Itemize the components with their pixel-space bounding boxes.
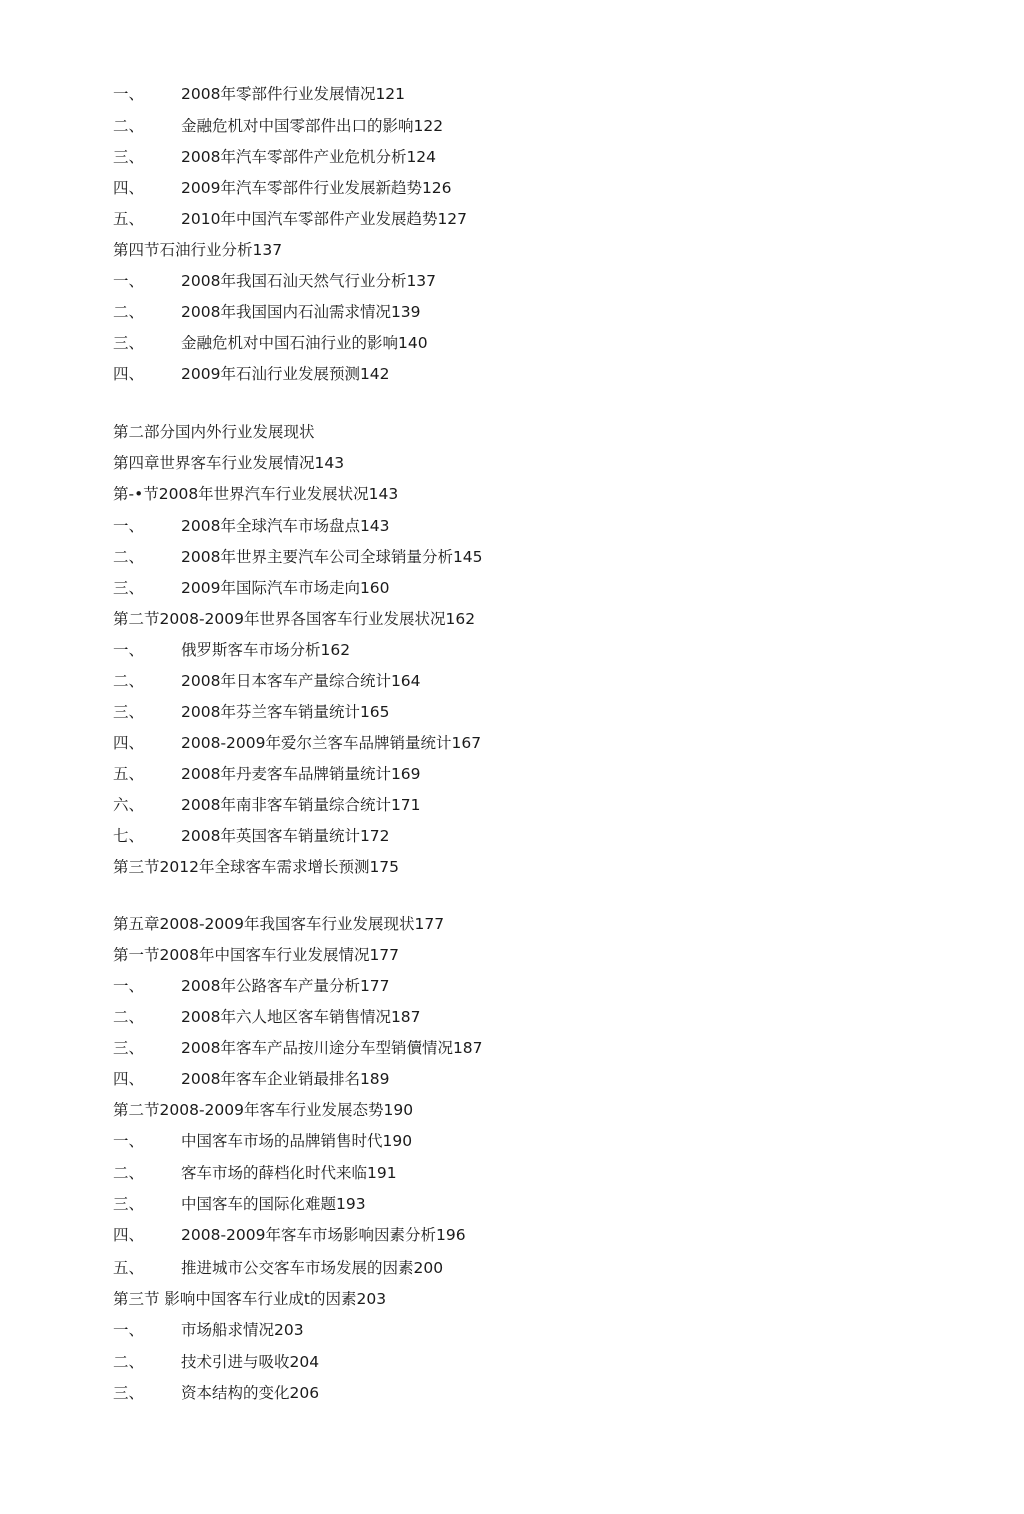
toc-entry-number: 三、 — [113, 1195, 145, 1213]
toc-entry — [113, 1381, 319, 1405]
toc-entry-text: 俄罗斯客车市场分析162 — [181, 641, 351, 659]
toc-entry-text: 第一节2008年中国客车行业发展情况177 — [113, 946, 400, 964]
toc-entry-text: 第五章2008-2009年我国客车行业发展现状177 — [113, 915, 445, 933]
toc-entry-text: 客车市场的薛档化时代来临191 — [181, 1164, 397, 1182]
toc-entry-number: 一、 — [113, 641, 145, 659]
toc-entry-text: 第-•节2008年世界汽车行业发展状况143 — [113, 485, 399, 503]
toc-entry — [113, 176, 452, 200]
toc-entry — [113, 362, 390, 386]
toc-entry-text: 2008年零部件行业发展情况121 — [181, 85, 406, 103]
toc-entry-number: 一、 — [113, 85, 145, 103]
toc-entry-text: 2008年客车产品按川途分车型销儥情况187 — [181, 1039, 483, 1057]
toc-entry — [113, 1192, 366, 1216]
toc-entry-number: 一、 — [113, 272, 145, 290]
toc-entry-text: 2008年日本客车产量综合统计164 — [181, 672, 421, 690]
toc-heading — [113, 1287, 386, 1311]
toc-entry-number: 二、 — [113, 117, 145, 135]
toc-entry-number: 五、 — [113, 765, 145, 783]
toc-entry-number: 一、 — [113, 977, 145, 995]
toc-entry-text: 推进城市公交客车市场发展的因素200 — [181, 1259, 444, 1277]
toc-entry-number: 四、 — [113, 734, 145, 752]
toc-entry-number: 三、 — [113, 148, 145, 166]
toc-entry — [113, 82, 405, 106]
toc-entry-text: 2008年我国石汕天然气行业分析137 — [181, 272, 437, 290]
toc-entry — [113, 1223, 466, 1247]
toc-entry-text: 第三节2012年全球客车需求增长预测175 — [113, 858, 400, 876]
toc-entry — [113, 731, 481, 755]
toc-entry-text: 2008-2009年爱尔兰客车品牌销量统计167 — [181, 734, 482, 752]
toc-entry — [113, 762, 421, 786]
toc-entry-text: 中国客车市场的品牌销售时代190 — [181, 1132, 413, 1150]
toc-entry-text: 2010年中国汽车零部件产业发展趋势127 — [181, 210, 468, 228]
toc-heading — [113, 238, 282, 262]
toc-entry-number: 二、 — [113, 1008, 145, 1026]
toc-heading — [113, 912, 444, 936]
toc-entry-text: 2009年国际汽车市场走向160 — [181, 579, 390, 597]
toc-entry — [113, 1256, 443, 1280]
toc-heading — [113, 1098, 413, 1122]
toc-heading — [113, 482, 398, 506]
toc-entry — [113, 1350, 319, 1374]
toc-entry-number: 四、 — [113, 179, 145, 197]
toc-entry-number: 四、 — [113, 1226, 145, 1244]
toc-entry — [113, 974, 390, 998]
toc-entry-number: 一、 — [113, 1132, 145, 1150]
toc-entry-number: 三、 — [113, 1039, 145, 1057]
toc-entry-text: 中国客车的国际化难题193 — [181, 1195, 366, 1213]
toc-entry-text: 2008-2009年客车市场影响因素分析196 — [181, 1226, 466, 1244]
toc-entry — [113, 269, 436, 293]
toc-entry-number: 三、 — [113, 579, 145, 597]
toc-entry-text: 第四节石油行业分析137 — [113, 241, 283, 259]
toc-entry — [113, 669, 421, 693]
toc-entry-text: 技术引进与吸收204 — [181, 1353, 320, 1371]
toc-heading — [113, 420, 315, 444]
toc-entry-text: 第二节2008-2009年世界各国客车行业发展状况162 — [113, 610, 476, 628]
toc-entry-number: 六、 — [113, 796, 145, 814]
toc-entry — [113, 576, 390, 600]
toc-heading — [113, 607, 475, 631]
toc-entry-number: 一、 — [113, 517, 145, 535]
toc-entry — [113, 300, 421, 324]
toc-entry-number: 七、 — [113, 827, 145, 845]
toc-entry — [113, 638, 350, 662]
toc-entry-text: 第二部分国内外行业发展现状 — [113, 423, 315, 441]
toc-entry-text: 2008年公路客车产量分析177 — [181, 977, 390, 995]
toc-entry — [113, 700, 390, 724]
toc-heading — [113, 451, 344, 475]
toc-entry-number: 三、 — [113, 703, 145, 721]
toc-entry-text: 2008年全球汽车市场盘点143 — [181, 517, 390, 535]
toc-entry-text: 2009年汽车零部件行业发展新趋势126 — [181, 179, 452, 197]
toc-entry-text: 2009年石汕行业发展预测142 — [181, 365, 390, 383]
toc-entry-number: 五、 — [113, 210, 145, 228]
toc-entry-text: 2008年芬兰客车销量统计165 — [181, 703, 390, 721]
toc-heading — [113, 943, 399, 967]
toc-entry-number: 四、 — [113, 365, 145, 383]
toc-entry-number: 三、 — [113, 1384, 145, 1402]
toc-heading — [113, 855, 399, 879]
toc-entry-text: 市场船求情况203 — [181, 1321, 304, 1339]
toc-entry-text: 资本结构的变化206 — [181, 1384, 320, 1402]
toc-entry-number: 二、 — [113, 1164, 145, 1182]
toc-entry-text: 第二节2008-2009年客车行业发展态势190 — [113, 1101, 414, 1119]
toc-entry-text: 2008年客车企业销最排名189 — [181, 1070, 390, 1088]
toc-entry — [113, 207, 467, 231]
toc-entry — [113, 1129, 412, 1153]
toc-entry-text: 2008年我国国内石汕需求情况139 — [181, 303, 421, 321]
toc-entry-number: 二、 — [113, 672, 145, 690]
toc-entry — [113, 1161, 397, 1185]
toc-entry — [113, 514, 390, 538]
toc-entry-text: 第三节 影响中国客车行业成t的因素203 — [113, 1290, 387, 1308]
toc-entry — [113, 331, 428, 355]
toc-entry — [113, 1005, 421, 1029]
toc-entry-number: 四、 — [113, 1070, 145, 1088]
toc-entry-text: 2008年英国客车销量统计172 — [181, 827, 390, 845]
toc-entry — [113, 1036, 483, 1060]
toc-entry — [113, 793, 421, 817]
toc-entry-number: 一、 — [113, 1321, 145, 1339]
toc-entry — [113, 545, 483, 569]
toc-entry-text: 金融危机对中国零部件出口的影响122 — [181, 117, 444, 135]
toc-entry-text: 2008年世界主要汽车公司全球销量分析145 — [181, 548, 483, 566]
toc-entry-text: 第四章世界客车行业发展情况143 — [113, 454, 345, 472]
toc-entry — [113, 145, 436, 169]
toc-entry-text: 2008年汽车零部件产业危机分析124 — [181, 148, 437, 166]
toc-entry-text: 2008年南非客车销量综合统计171 — [181, 796, 421, 814]
toc-entry — [113, 824, 390, 848]
toc-entry-number: 五、 — [113, 1259, 145, 1277]
toc-entry-text: 金融危机对中国石油行业的影响140 — [181, 334, 428, 352]
toc-entry-text: 2008年丹麦客车品牌销量统计169 — [181, 765, 421, 783]
toc-entry-number: 二、 — [113, 548, 145, 566]
toc-entry-number: 二、 — [113, 1353, 145, 1371]
toc-entry-number: 二、 — [113, 303, 145, 321]
toc-entry-text: 2008年六人地区客车销售情况187 — [181, 1008, 421, 1026]
toc-entry — [113, 1067, 390, 1091]
toc-entry — [113, 1318, 304, 1342]
toc-entry — [113, 114, 443, 138]
toc-entry-number: 三、 — [113, 334, 145, 352]
